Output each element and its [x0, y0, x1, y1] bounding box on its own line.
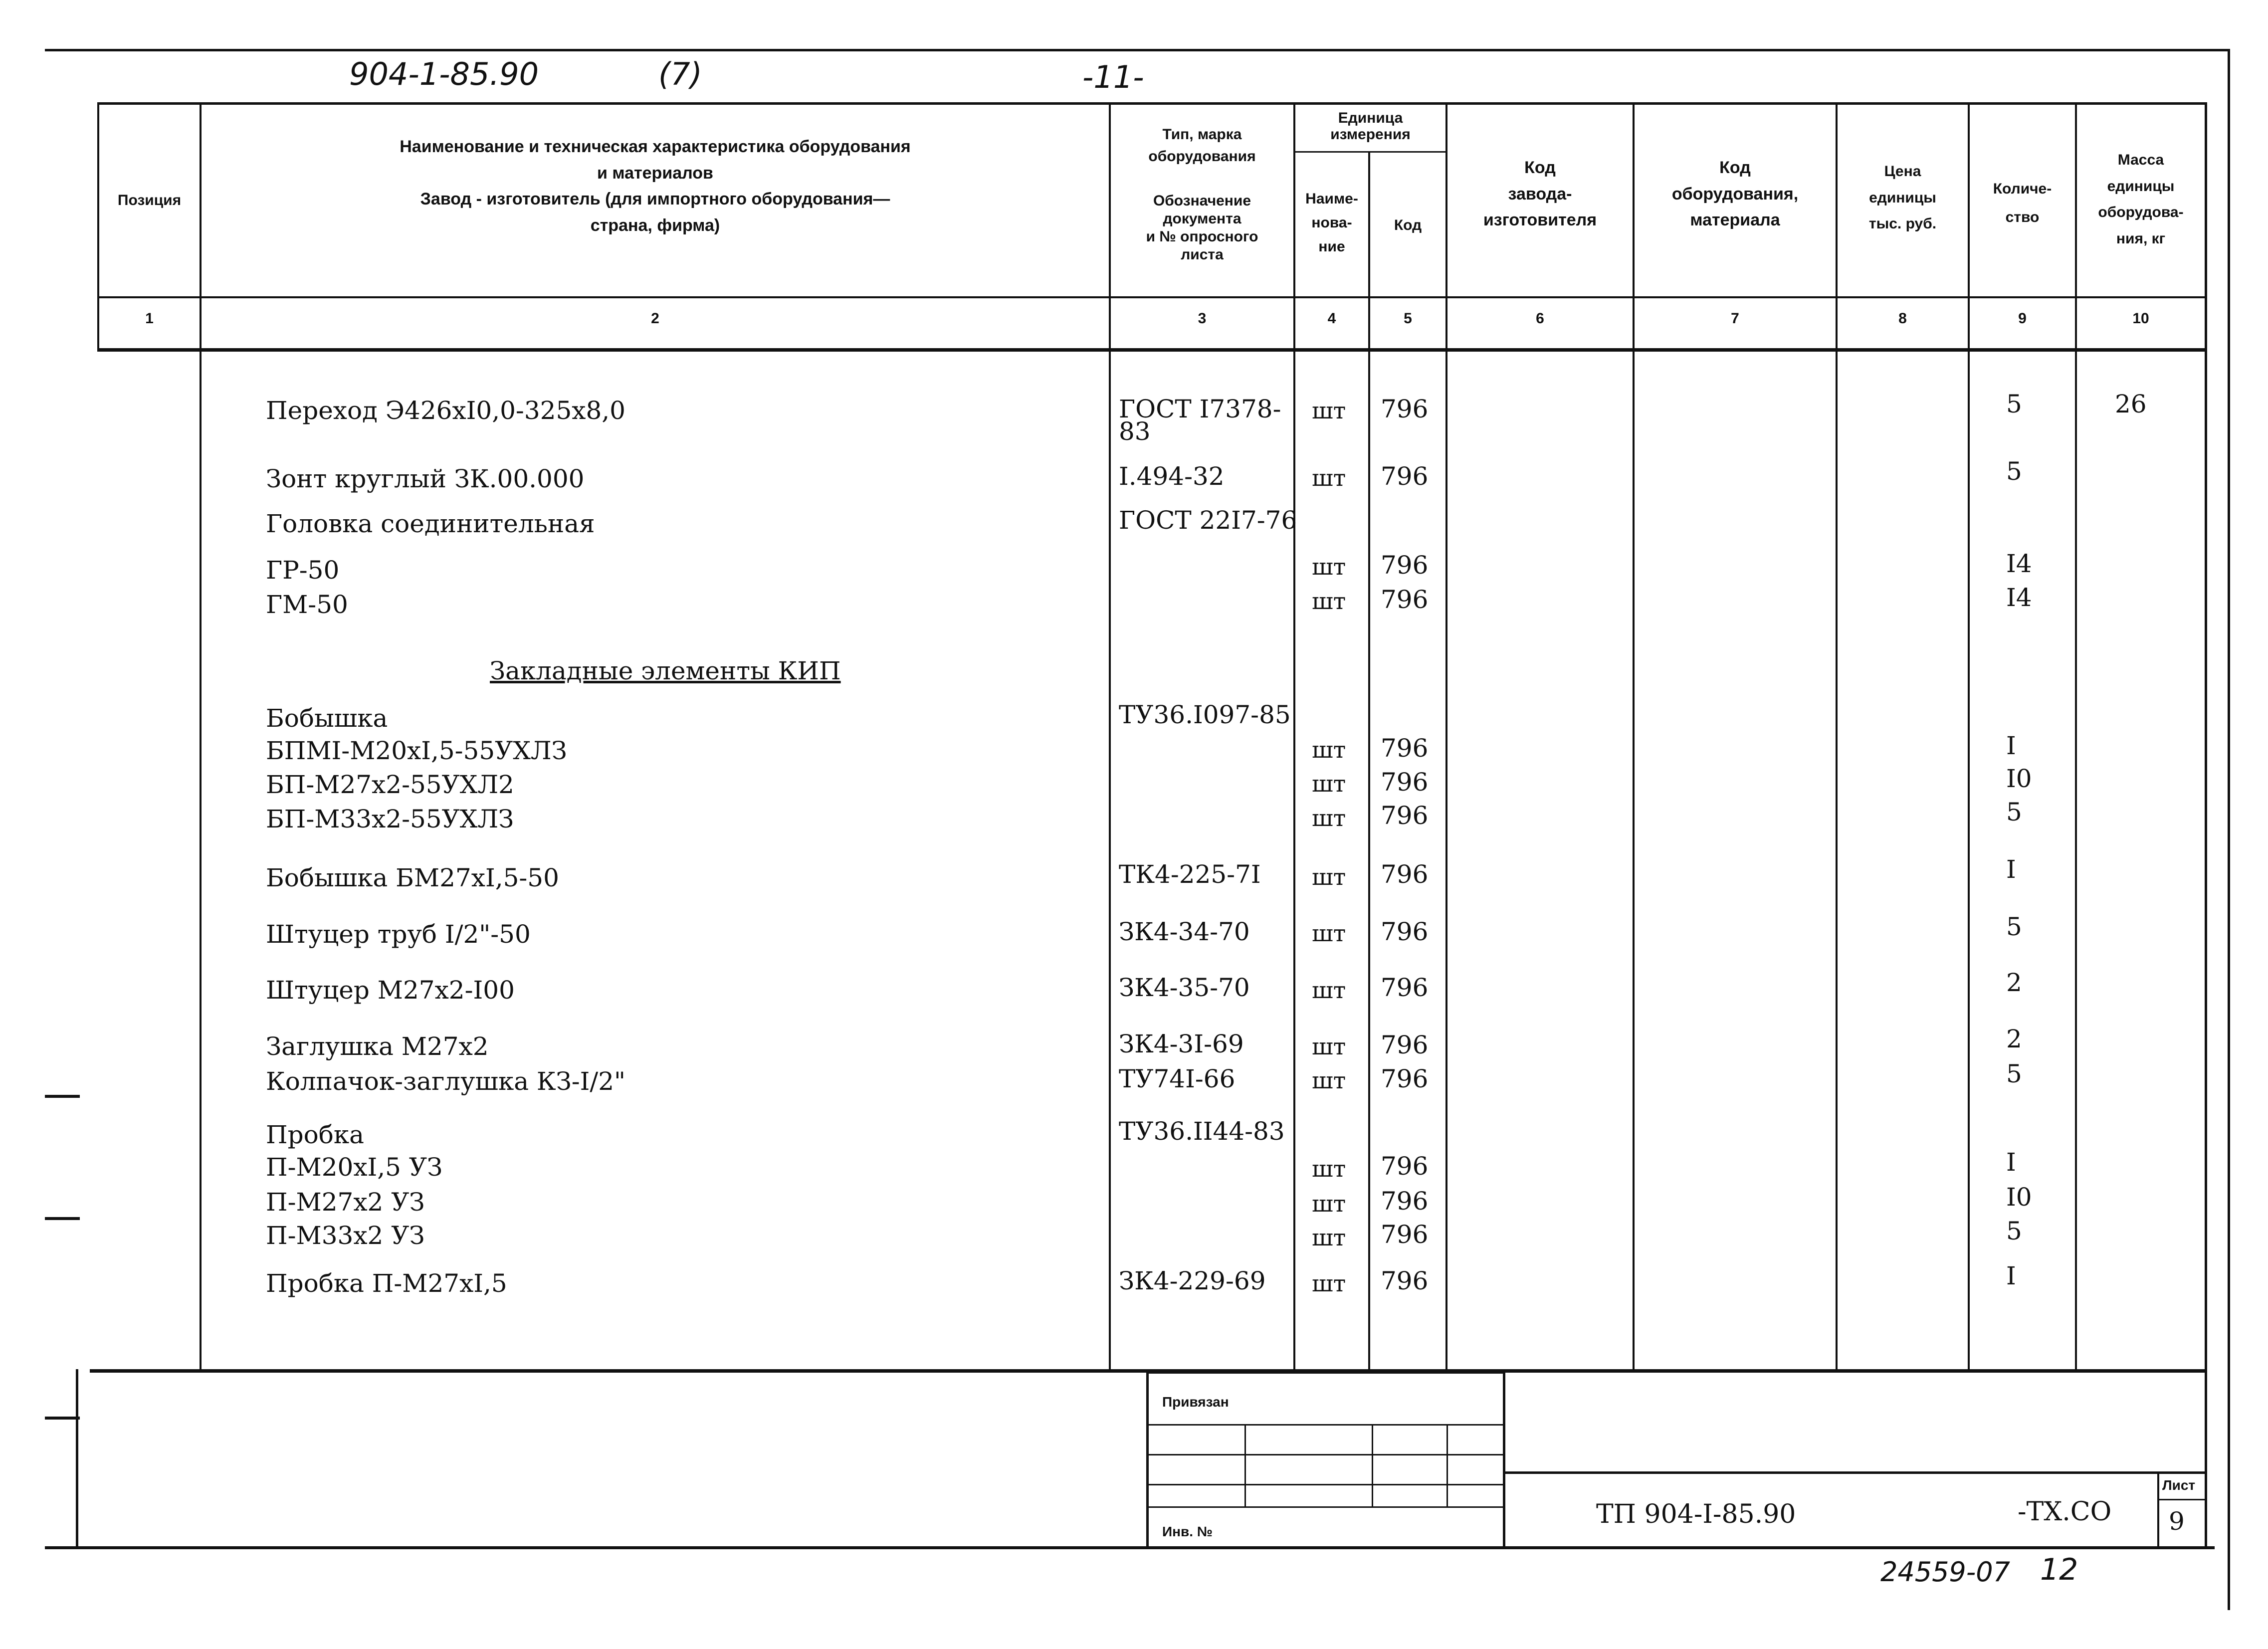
- item-document: ЗК4-35-70: [1119, 973, 1250, 1002]
- column-number-8: 8: [1898, 310, 1907, 327]
- top-border-line: [45, 49, 2230, 51]
- item-document: ЗК4-34-70: [1119, 917, 1250, 946]
- header-quantity-line: ство: [2005, 209, 2040, 225]
- header-type-line: оборудования: [1148, 148, 1256, 165]
- header-doc: [1111, 192, 1293, 264]
- stamp-attached-label: Привязан: [1162, 1394, 1229, 1410]
- item-unit: шт: [1312, 464, 1346, 491]
- colnum-bottom-line: [97, 348, 2207, 352]
- title-block-top-line: [1505, 1471, 2205, 1474]
- section-heading: Закладные элементы КИП: [490, 656, 841, 685]
- header-name-line: Завод - изготовитель (для импортного оборудования—: [420, 190, 890, 209]
- column-number-10: 10: [2132, 310, 2149, 327]
- right-frame-line: [2205, 102, 2207, 1549]
- stamp-row-line: [1149, 1424, 1505, 1426]
- item-unit-code: 796: [1381, 395, 1429, 423]
- item-unit-code: 796: [1381, 1220, 1429, 1249]
- header-price-line: единицы: [1869, 189, 1936, 206]
- margin-tick: [45, 1095, 80, 1098]
- item-unit: шт: [1312, 553, 1346, 580]
- item-unit-code: 796: [1381, 1152, 1429, 1181]
- header-mass-line: Масса: [2117, 152, 2164, 168]
- right-border-line: [2228, 49, 2230, 1610]
- item-name: Колпачок-заглушка КЗ-I/2": [266, 1067, 626, 1096]
- column-number-3: 3: [1198, 310, 1207, 327]
- item-unit-code: 796: [1381, 860, 1429, 889]
- item-document: ТУ36.II44-83: [1119, 1117, 1285, 1146]
- item-unit-code: 796: [1381, 1187, 1429, 1216]
- column-number-1: 1: [145, 310, 154, 327]
- header-factory-code-line: изготовителя: [1483, 210, 1597, 230]
- item-unit: шт: [1312, 1067, 1346, 1094]
- item-unit: шт: [1312, 977, 1346, 1004]
- item-unit-code: 796: [1381, 801, 1429, 830]
- header-doc-line: и № опросного: [1146, 228, 1258, 245]
- header-equipment-code: [1635, 155, 1836, 233]
- project-code: ТП 904-I-85.90: [1596, 1499, 1796, 1529]
- archive-number: 24559-07: [1880, 1556, 2010, 1588]
- item-name: Переход Э426хI0,0-325х8,0: [266, 396, 625, 425]
- item-mass: 26: [2115, 390, 2147, 418]
- header-unit-name-line: Наиме-: [1305, 191, 1358, 207]
- header-name-line: Наименование и техническая характеристика оборудования: [400, 137, 911, 156]
- header-name-line: страна, фирма): [590, 216, 720, 235]
- item-name: Пробка: [266, 1120, 364, 1149]
- header-name-line: и материалов: [597, 163, 713, 183]
- header-mass: [2077, 147, 2205, 252]
- column-number-7: 7: [1731, 310, 1739, 327]
- header-price-line: тыс. руб.: [1868, 215, 1937, 232]
- header-unit-group-line: Единица: [1338, 110, 1403, 126]
- left-frame-line: [76, 1369, 78, 1549]
- document-suffix: -ТХ.СО: [2018, 1497, 2112, 1527]
- column-number-5: 5: [1404, 310, 1412, 327]
- item-quantity: 5: [2006, 798, 2022, 826]
- item-quantity: 5: [2006, 1217, 2022, 1245]
- item-quantity: I: [2006, 731, 2016, 760]
- item-name: П-М33х2 УЗ: [266, 1221, 425, 1250]
- item-name: Бобышка: [266, 704, 388, 733]
- header-unit-name-line: ние: [1318, 238, 1345, 255]
- item-quantity: 5: [2006, 912, 2022, 941]
- item-unit: шт: [1312, 770, 1346, 797]
- item-unit-code: 796: [1381, 917, 1429, 946]
- header-mass-line: единицы: [2107, 178, 2175, 195]
- sheet-label: Лист: [2162, 1477, 2196, 1493]
- item-document: ТК4-225-7I: [1119, 860, 1261, 889]
- item-quantity: 5: [2006, 390, 2022, 418]
- header-type-line: Тип, марка: [1162, 126, 1242, 143]
- item-document: ТУ36.I097-85: [1119, 700, 1291, 729]
- item-quantity: I4: [2006, 583, 2032, 612]
- item-unit: шт: [1312, 397, 1346, 424]
- header-unit-code: Код: [1394, 217, 1422, 233]
- item-quantity: 2: [2006, 968, 2022, 997]
- sheet-number: 9: [2169, 1507, 2185, 1536]
- page-bottom-line: [45, 1546, 2215, 1549]
- item-unit-code: 796: [1381, 585, 1429, 614]
- col-sep-8: [1968, 102, 1970, 1372]
- header-doc-line: листа: [1181, 246, 1224, 263]
- item-unit-code: 796: [1381, 734, 1429, 763]
- col-sep-2: [1109, 102, 1111, 1372]
- header-doc-line: документа: [1163, 210, 1241, 227]
- item-unit-code: 796: [1381, 1031, 1429, 1059]
- item-document: ЗК4-3I-69: [1119, 1030, 1244, 1058]
- item-unit: шт: [1312, 1224, 1346, 1251]
- item-unit: шт: [1312, 588, 1346, 615]
- col-sep-5: [1445, 102, 1447, 1372]
- item-unit: шт: [1312, 920, 1346, 947]
- item-unit: шт: [1312, 805, 1346, 831]
- item-unit-code: 796: [1381, 1266, 1429, 1295]
- archive-page: 12: [2040, 1552, 2078, 1587]
- col-sep-1: [200, 102, 202, 1372]
- item-quantity: I0: [2006, 764, 2032, 793]
- item-name: Штуцер М27х2-I00: [266, 976, 515, 1005]
- item-unit-code: 796: [1381, 768, 1429, 797]
- stamp-top-line: [1146, 1372, 1505, 1374]
- stamp-cell-line: [1372, 1424, 1373, 1506]
- item-name: Заглушка М27х2: [266, 1032, 489, 1061]
- col-sep-6: [1633, 102, 1635, 1372]
- header-unit-group: [1295, 110, 1445, 143]
- item-unit-code: 796: [1381, 462, 1429, 491]
- item-unit: шт: [1312, 1270, 1346, 1297]
- header-name: [202, 134, 1109, 239]
- column-number-4: 4: [1327, 310, 1336, 327]
- item-name: Пробка П-М27хI,5: [266, 1269, 507, 1298]
- item-unit: шт: [1312, 1190, 1346, 1217]
- item-unit-code: 796: [1381, 551, 1429, 580]
- item-unit-code: 796: [1381, 973, 1429, 1002]
- stamp-mid-line: [1503, 1372, 1505, 1549]
- item-quantity: 5: [2006, 457, 2022, 486]
- header-mass-line: оборудова-: [2098, 204, 2184, 220]
- header-factory-code-line: завода-: [1508, 184, 1572, 204]
- header-price-line: Цена: [1884, 163, 1921, 180]
- col-sep-9: [2075, 102, 2077, 1372]
- item-document: ГОСТ I7378-: [1119, 395, 1281, 423]
- item-name: П-М20хI,5 УЗ: [266, 1153, 443, 1182]
- item-name: ГР-50: [266, 556, 340, 585]
- item-document: ГОСТ 22I7-76: [1119, 506, 1297, 535]
- sheet-box-divider: [2157, 1499, 2205, 1500]
- col-sep-4: [1368, 152, 1370, 1372]
- item-document-continued: 83: [1119, 417, 1151, 446]
- header-unit-name-line: нова-: [1311, 214, 1352, 231]
- item-name: Зонт круглый ЗК.00.000: [266, 464, 585, 493]
- item-name: ГМ-50: [266, 590, 348, 619]
- item-unit: шт: [1312, 863, 1346, 890]
- header-type: [1111, 124, 1293, 167]
- item-quantity: 2: [2006, 1025, 2022, 1053]
- header-factory-code: [1447, 155, 1633, 233]
- item-quantity: I: [2006, 1148, 2016, 1177]
- margin-tick: [45, 1417, 80, 1420]
- header-doc-line: Обозначение: [1153, 193, 1251, 209]
- margin-tick: [45, 1217, 80, 1220]
- item-name: Бобышка БМ27хI,5-50: [266, 863, 559, 892]
- item-name: БП-М33х2-55УХЛЗ: [266, 805, 514, 833]
- stamp-cell-line: [1244, 1424, 1246, 1506]
- item-unit: шт: [1312, 736, 1346, 763]
- unit-group-line: [1293, 151, 1445, 153]
- item-quantity: I: [2006, 855, 2016, 884]
- header-quantity: [1970, 175, 2075, 231]
- page-marker: -11-: [1082, 59, 1144, 95]
- item-name: БПМI-М20хI,5-55УХЛЗ: [266, 736, 567, 765]
- header-quantity-line: Количе-: [1993, 181, 2052, 197]
- item-name: БП-М27х2-55УХЛ2: [266, 770, 514, 799]
- item-name: Штуцер труб I/2"-50: [266, 920, 531, 949]
- header-equipment-code-line: Код: [1719, 158, 1751, 177]
- header-equipment-code-line: оборудования,: [1671, 184, 1799, 204]
- item-unit: шт: [1312, 1033, 1346, 1060]
- item-quantity: I: [2006, 1261, 2016, 1290]
- item-unit: шт: [1312, 1155, 1346, 1182]
- stamp-row-line: [1149, 1484, 1505, 1485]
- stamp-inventory-label: Инв. №: [1162, 1524, 1213, 1539]
- header-unit-group-line: измерения: [1330, 126, 1411, 143]
- document-paren-number: (7): [658, 56, 702, 92]
- stamp-left-line: [1146, 1372, 1149, 1549]
- column-number-6: 6: [1536, 310, 1544, 327]
- header-bottom-line: [97, 296, 2207, 298]
- header-factory-code-line: Код: [1524, 158, 1556, 177]
- table-top-line: [97, 102, 2207, 105]
- item-document: I.494-32: [1119, 462, 1225, 491]
- header-price: [1838, 159, 1968, 237]
- item-name: Головка соединительная: [266, 509, 595, 538]
- document-code-handwritten: 904-1-85.90: [349, 56, 539, 92]
- item-unit-code: 796: [1381, 1064, 1429, 1093]
- item-quantity: 5: [2006, 1059, 2022, 1088]
- item-quantity: I4: [2006, 549, 2032, 578]
- column-number-9: 9: [2018, 310, 2027, 327]
- item-name: П-М27х2 УЗ: [266, 1188, 425, 1217]
- header-position: Позиция: [117, 192, 182, 208]
- col-sep-3: [1293, 102, 1295, 1372]
- header-unit-name: [1295, 187, 1368, 259]
- stamp-row-line: [1149, 1506, 1505, 1508]
- header-equipment-code-line: материала: [1690, 210, 1780, 230]
- item-quantity: I0: [2006, 1183, 2032, 1212]
- stamp-row-line: [1149, 1454, 1505, 1455]
- stamp-cell-line: [1446, 1424, 1448, 1506]
- col-sep-7: [1836, 102, 1838, 1372]
- column-number-2: 2: [651, 310, 659, 327]
- sheet-box-line: [2157, 1471, 2159, 1546]
- item-document: ЗК4-229-69: [1119, 1266, 1266, 1295]
- header-mass-line: ния, кг: [2116, 230, 2166, 247]
- item-document: ТУ74I-66: [1119, 1064, 1236, 1093]
